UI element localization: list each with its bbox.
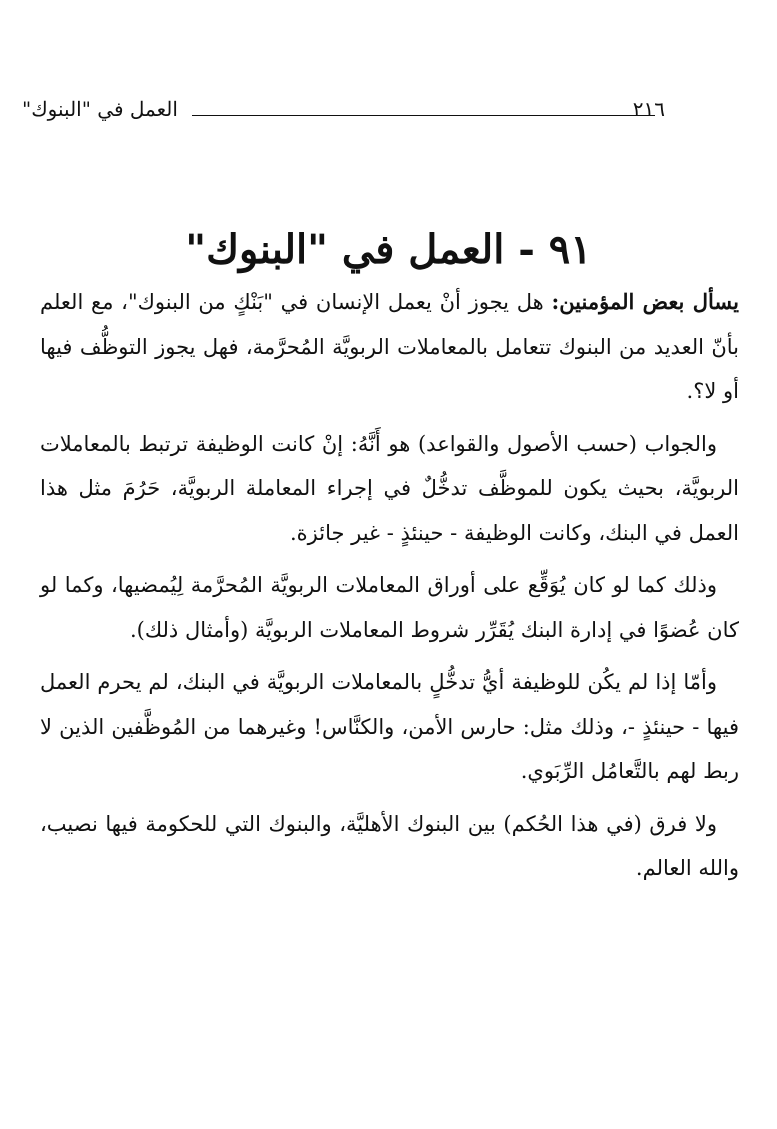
question-lead: يسأل بعض المؤمنين: xyxy=(551,289,739,314)
exception-paragraph: وأمّا إذا لم يكُن للوظيفة أيُّ تدخُّلٍ بالمعاملات الربويَّة في البنك، لم يحرم العمل فيها - حينئذٍ -، وذلك مثل: حارس الأمن، والكنَّاس! وغيرهما من المُوظَّفين الذين لا ربط لهم بالتَّعامُل الرِّبَوي. xyxy=(40,670,739,783)
closing-paragraph: ولا فرق (في هذا الحُكم) بين البنوك الأهليَّة، والبنوك التي للحكومة فيها نصيب، والله العالم. xyxy=(40,811,739,880)
chapter-title: ٩١ - العمل في "البنوك" xyxy=(185,225,592,273)
header-rule xyxy=(192,103,655,116)
example-paragraph: وذلك كما لو كان يُوَقِّع على أوراق المعاملات الربويَّة المُحرَّمة لِيُمضيها، وكما لو كان عُضوًا في إدارة البنك يُقَرِّر شروط المعاملات الربويَّة (وأمثال ذلك). xyxy=(40,573,739,642)
answer-paragraph: والجواب (حسب الأصول والقواعد) هو أَنَّهُ: إنْ كانت الوظيفة ترتبط بالمعاملات الربويَّة، بحيث يكون للموظَّف تدخُّلٌ في إجراء المعاملة الربويَّة، حَرُمَ مثل هذا العمل في البنك، وكانت الوظيفة - حينئذٍ - غير جائزة. xyxy=(40,431,739,545)
body-text xyxy=(40,280,739,899)
running-header xyxy=(22,92,667,126)
running-title: العمل في "البنوك" xyxy=(22,97,178,121)
question-paragraph xyxy=(40,280,739,414)
question-text: هل يجوز أنْ يعمل الإنسان في "بَنْكٍ من البنوك"، مع العلم بأنّ العديد من البنوك تتعامل بالمعاملات الربويَّة المُحرَّمة، فهل يجوز التوظُّف فيها أو لا؟. xyxy=(40,290,739,403)
page-number: ٢١٦ xyxy=(632,97,665,121)
